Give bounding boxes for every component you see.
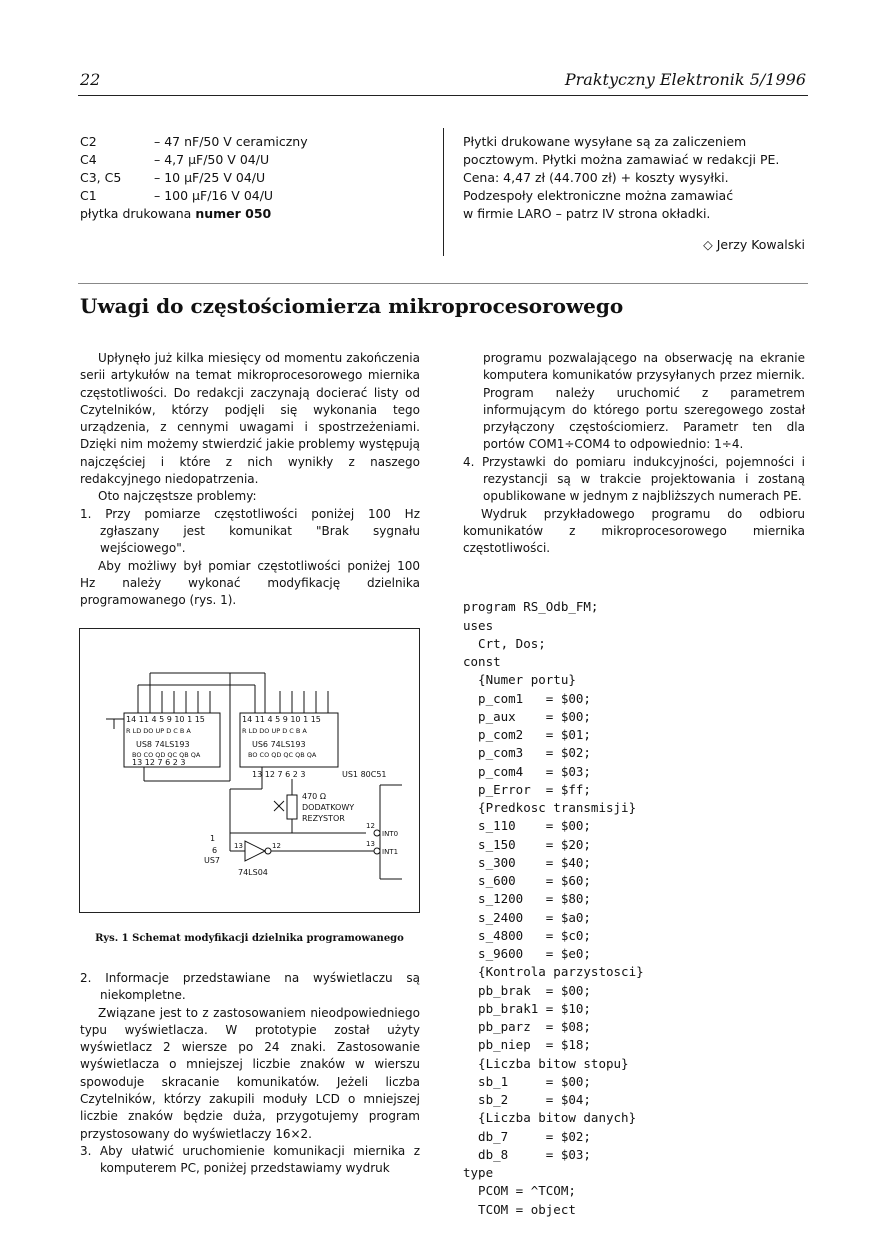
- us8-pins-top: 14 11 4 5 9 10 1 15: [126, 715, 205, 724]
- parts-row: [80, 169, 308, 187]
- code-line: pb_niep = $18;: [463, 1037, 591, 1053]
- code-line: Crt, Dos;: [463, 635, 546, 651]
- code-line: p_com4 = $03;: [463, 763, 591, 779]
- resistor: [287, 795, 297, 819]
- problem-item-2: 2. Informacje przedstawiane na wyświetlaczu są niekompletne.: [80, 971, 420, 1003]
- section-rule: [78, 283, 808, 284]
- code-line: const: [463, 654, 501, 669]
- code-listing: [463, 580, 644, 1237]
- us1-label: US1 80C51: [342, 770, 387, 779]
- part-value: – 10 µF/25 V 04/U: [154, 170, 266, 185]
- left-column-continued: [80, 970, 420, 1178]
- resistor-label-2: REZYSTOR: [302, 814, 345, 823]
- gate-pin-in: 13: [234, 842, 243, 850]
- code-line: s_4800 = $c0;: [463, 927, 591, 943]
- pcb-text: płytka drukowana: [80, 206, 192, 221]
- int0-label: INT0: [382, 830, 399, 838]
- gate-label: 74LS04: [238, 868, 268, 877]
- code-line: {Predkosc transmisji}: [463, 800, 637, 815]
- part-ref: C2: [80, 134, 97, 149]
- code-line: type: [463, 1165, 494, 1180]
- code-line: sb_2 = $04;: [463, 1092, 591, 1107]
- part-value: – 4,7 µF/50 V 04/U: [154, 152, 270, 167]
- figure-caption: Rys. 1 Schemat modyfikacji dzielnika programowanego: [95, 933, 404, 944]
- gate-ref: US7: [204, 856, 221, 865]
- schematic-figure: [79, 628, 420, 913]
- int0-pin: 12: [366, 822, 375, 830]
- problem-item-1-note: Aby możliwy był pomiar częstotliwości poniżej 100 Hz należy wykonać modyfikację dzielnika programowanego (rys. 1).: [80, 558, 420, 608]
- problem-item-1: 1. Przy pomiarze częstotliwości poniżej 100 Hz zgłaszany jest komunikat "Brak sygnału wejściowego".: [80, 506, 420, 556]
- right-column: [463, 350, 805, 558]
- code-line: s_110 = $00;: [463, 818, 591, 834]
- us6-pins-bottom: 13 12 7 6 2 3: [252, 770, 306, 779]
- parts-list: [80, 133, 308, 223]
- resistor-label-1: DODATKOWY: [302, 803, 355, 812]
- gate-frac-den: 6: [212, 846, 218, 855]
- column-divider: [443, 128, 444, 256]
- header-rule: [78, 95, 808, 96]
- part-ref: C3, C5: [80, 170, 122, 185]
- code-line: TCOM = object: [463, 1201, 576, 1217]
- us6-pins-top-labels: R LD DO UP D C B A: [242, 727, 307, 735]
- code-line: p_com1 = $00;: [463, 690, 591, 706]
- article-title: Uwagi do częstościomierza mikroprocesorowego: [80, 294, 624, 318]
- inverter-gate: [245, 841, 265, 861]
- code-line: {Liczba bitow stopu}: [463, 1055, 629, 1071]
- us6-pins-top: 14 11 4 5 9 10 1 15: [242, 715, 321, 724]
- code-line: s_600 = $60;: [463, 873, 591, 888]
- code-line: p_Error = $ff;: [463, 781, 591, 797]
- code-line: {Kontrola parzystosci}: [463, 964, 644, 980]
- page-number: 22: [80, 70, 101, 89]
- resistor-value: 470 Ω: [302, 792, 326, 801]
- int1-label: INT1: [382, 848, 399, 856]
- parts-row: [80, 187, 308, 205]
- code-line: s_300 = $40;: [463, 854, 591, 870]
- part-value: – 100 µF/16 V 04/U: [154, 188, 274, 203]
- us8-label: US8 74LS193: [136, 740, 190, 749]
- code-line: s_9600 = $e0;: [463, 946, 591, 961]
- us6-label: US6 74LS193: [252, 740, 306, 749]
- code-line: {Numer portu}: [463, 672, 576, 688]
- us8-pins-bottom: 13 12 7 6 2 3: [132, 758, 186, 767]
- gate-pin-out: 12: [272, 842, 281, 850]
- author: ◇ Jerzy Kowalski: [703, 237, 805, 252]
- pcb-row: [80, 205, 308, 223]
- parts-row: [80, 133, 308, 151]
- code-line: pb_brak = $00;: [463, 982, 591, 998]
- notice-line: pocztowym. Płytki można zamawiać w redakcji PE.: [463, 152, 780, 167]
- us6-pins-bottom-labels: BO CO QD QC QB QA: [248, 751, 317, 759]
- gate-frac-num: 1: [210, 834, 216, 843]
- code-line: pb_brak1 = $10;: [463, 1000, 591, 1016]
- intro-paragraph: Upłynęło już kilka miesięcy od momentu zakończenia serii artykułów na temat mikroprocesorowego miernika częstotliwości. Do redakcji zaczynają docierać listy od Czytelników, którzy podjęli się wykonania tego urządzenia, z cennymi uwagami i spostrzeżeniami. Dzięki nim możemy stwierdzić jakie problemy występują najczęściej i które z nich wynikły z naszego redakcyjnego niedopatrzenia.: [80, 351, 420, 487]
- us8-pins-bottom-labels: BO CO QD QC QB QA: [132, 751, 201, 759]
- code-line: s_1200 = $80;: [463, 891, 591, 907]
- part-ref: C1: [80, 188, 97, 203]
- problem-item-4: 4. Przystawki do pomiaru indukcyjności, pojemności i rezystancji są w trakcie projektowania i zostaną opublikowane w jednym z najbliższych numerach PE.: [463, 454, 805, 504]
- code-line: p_com2 = $01;: [463, 727, 591, 742]
- code-line: uses: [463, 617, 494, 633]
- code-line: s_150 = $20;: [463, 836, 591, 852]
- problem-item-3: 3. Aby ułatwić uruchomienie komunikacji miernika z komputerem PC, poniżej przedstawiamy wydruk: [80, 1143, 420, 1176]
- code-line: pb_parz = $08;: [463, 1019, 591, 1034]
- code-line: program RS_Odb_FM;: [463, 599, 599, 615]
- problem-item-3-continued: programu pozwalającego na obserwację na ekranie komputera komunikatów przysyłanych przez miernik. Program należy uruchomić z parametrem informującym do którego portu szeregowego został przyłączony częstościomierz. Parametr ten dla portów COM1÷COM4 to odpowiednio: 1÷4.: [483, 351, 805, 452]
- magazine-title: Praktyczny Elektronik 5/1996: [564, 70, 806, 89]
- part-value: – 47 nF/50 V ceramiczny: [154, 134, 308, 149]
- code-line: db_8 = $03;: [463, 1146, 591, 1162]
- code-line: {Liczba bitow danych}: [463, 1110, 637, 1126]
- notice-line: Cena: 4,47 zł (44.700 zł) + koszty wysyłki.: [463, 170, 729, 185]
- int1-pin: 13: [366, 840, 375, 848]
- pcb-number: numer 050: [195, 206, 272, 221]
- problem-item-2-note: Związane jest to z zastosowaniem nieodpowiedniego typu wyświetlacza. W prototypie został użyty wyświetlacz 2 wiersze po 24 znaki. Zastosowanie wyświetlacza o mniejszej liczbie znaków w wierszu spowoduje skracanie komunikatów. Jeżeli liczba Czytelników, którzy zakupili moduły LCD o mniejszej liczbie znaków będzie duża, przygotujemy program przystosowany do wyświetlaczy 16×2.: [80, 1005, 420, 1141]
- code-line: p_com3 = $02;: [463, 745, 591, 761]
- problems-intro: Oto najczęstsze problemy:: [98, 489, 257, 504]
- ordering-notice: [463, 133, 808, 223]
- code-line: s_2400 = $a0;: [463, 909, 591, 925]
- us8-pins-top-labels: R LD DO UP D C B A: [126, 727, 191, 735]
- code-line: sb_1 = $00;: [463, 1073, 591, 1089]
- notice-line: Podzespoły elektroniczne można zamawiać: [463, 188, 734, 203]
- part-ref: C4: [80, 152, 97, 167]
- code-line: p_aux = $00;: [463, 708, 591, 724]
- code-line: db_7 = $02;: [463, 1128, 591, 1144]
- left-column: [80, 350, 420, 609]
- parts-row: [80, 151, 308, 169]
- printout-note: Wydruk przykładowego programu do odbioru komunikatów z mikroprocesorowego miernika częstotliwości.: [463, 506, 805, 556]
- notice-line: Płytki drukowane wysyłane są za zaliczeniem: [463, 134, 747, 149]
- code-line: PCOM = ^TCOM;: [463, 1183, 576, 1199]
- notice-line: w firmie LARO – patrz IV strona okładki.: [463, 206, 711, 221]
- schematic-diagram: [80, 629, 419, 912]
